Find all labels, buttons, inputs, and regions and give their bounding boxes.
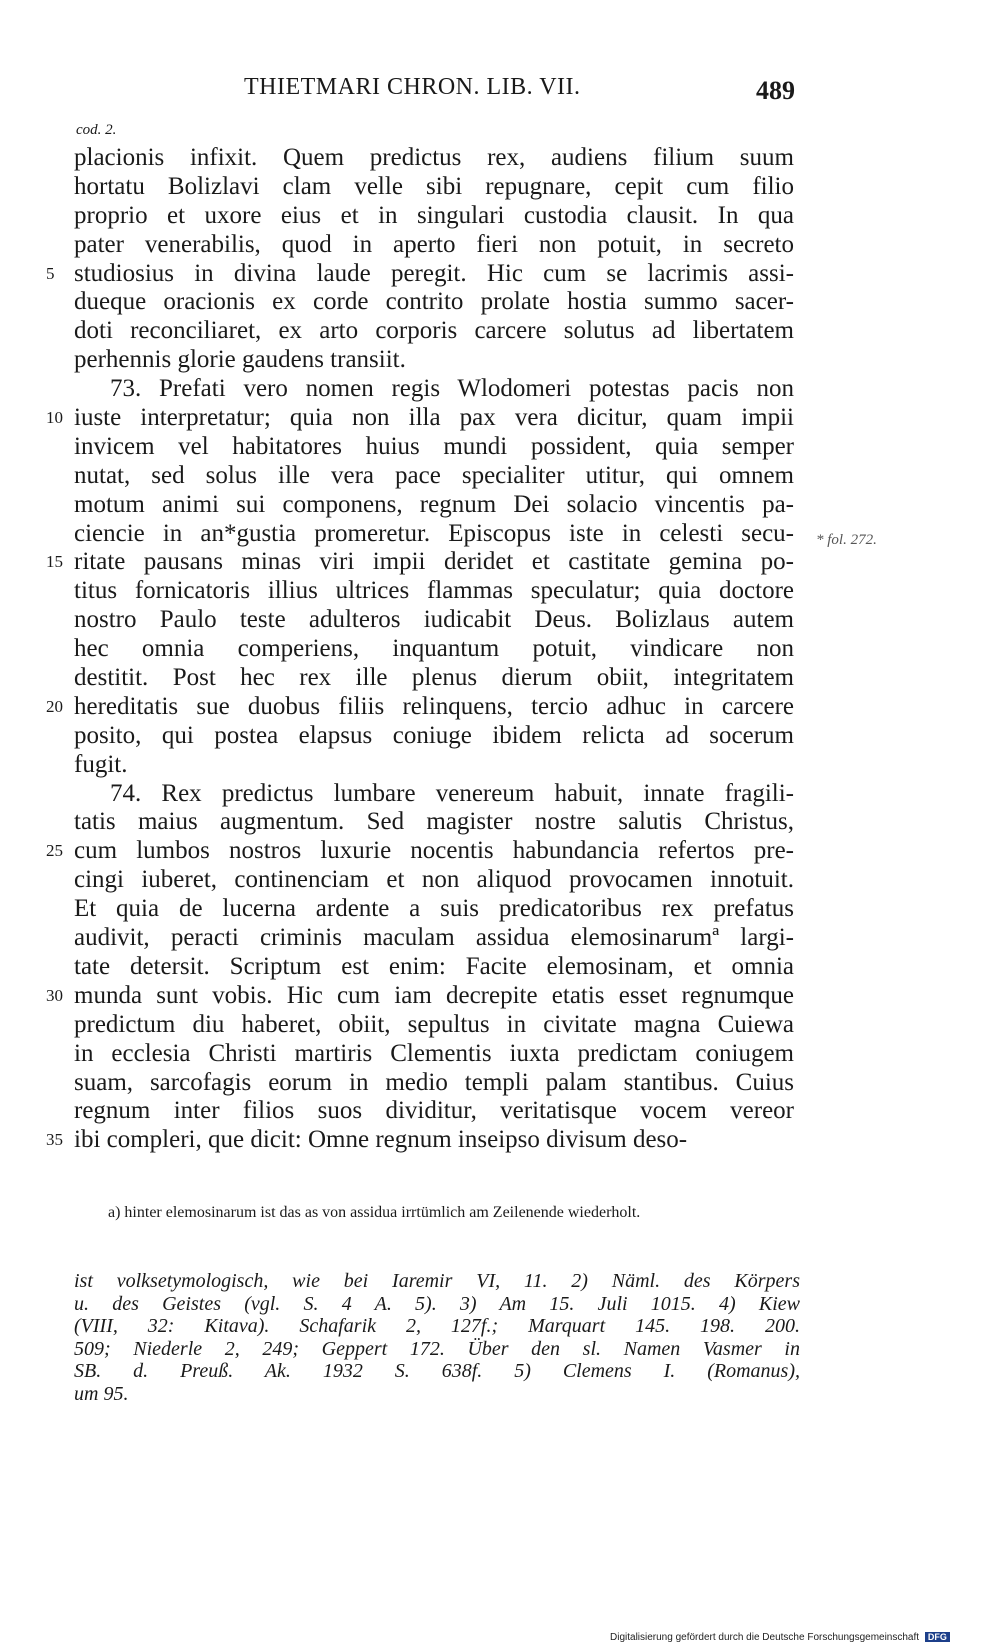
page-number: 489	[756, 76, 795, 105]
text-line	[74, 288, 794, 317]
text-line	[74, 924, 794, 953]
footnote-line: (VIII, 32: Kitava). Schafarik 2, 127f.; Marquart 145. 198. 200.	[74, 1315, 800, 1337]
text-line	[46, 404, 794, 433]
line-text: Et quia de lucerna ardente a suis predicatoribus rex prefatus	[74, 895, 794, 923]
line-text: fugit.	[74, 750, 128, 778]
line-text: ciencie in an*gustia promeretur. Episcopus iste in celesti secu-	[74, 519, 794, 547]
text-line	[74, 895, 794, 924]
text-line	[74, 462, 794, 491]
line-text: tatis maius augmentum. Sed magister nostre salutis Christus,	[74, 808, 794, 836]
text-line	[46, 1126, 794, 1155]
text-line	[74, 520, 794, 549]
line-text: doti reconciliaret, ex arto corporis carcere solutus ad libertatem	[74, 317, 794, 345]
text-line	[46, 692, 794, 722]
text-line	[74, 491, 794, 520]
footnote-line: SB. d. Preuß. Ak. 1932 S. 638f. 5) Clemens I. (Romanus),	[74, 1360, 800, 1382]
running-head	[0, 74, 1000, 108]
line-number: 20	[46, 696, 63, 716]
line-text: perhennis glorie gaudens transiit.	[74, 346, 406, 374]
line-text: nostro Paulo teste adulteros iudicabit Deus. Bolizlaus autem	[74, 606, 794, 634]
text-line	[74, 144, 794, 173]
line-text: 73. Prefati vero nomen regis Wlodomeri potestas pacis non	[110, 375, 794, 403]
text-line	[74, 231, 794, 260]
line-text: nutat, sed solus ille vera pace specialiter utitur, qui omnem	[74, 461, 794, 489]
line-text: ritate pausans minas viri impii deridet et castitate gemina po-	[74, 548, 794, 576]
footnotes	[74, 1270, 800, 1405]
line-text: in ecclesia Christi martiris Clementis iuxta predictam coniugem	[74, 1039, 794, 1067]
line-text: invicem vel habitatores huius mundi possident, quia semper	[74, 432, 794, 460]
text-line	[46, 981, 794, 1011]
line-text: motum animi sui componens, regnum Dei solacio vincentis pa-	[74, 490, 794, 518]
line-number: 30	[46, 985, 63, 1005]
line-text: hereditatis sue duobus filiis relinquens, tercio adhuc in carcere	[74, 692, 794, 720]
line-text: cingi iuberet, continenciam et non aliquod provocamen innotuit.	[74, 866, 794, 894]
text-line	[74, 953, 794, 982]
text-line	[74, 202, 794, 231]
line-text: tate detersit. Scriptum est enim: Facite elemosinam, et omnia	[74, 952, 794, 980]
line-text: regnum inter filios suos dividitur, veritatisque vocem vereor	[74, 1097, 794, 1125]
text-line	[74, 173, 794, 202]
line-text: destitit. Post hec rex ille plenus dierum obiit, integritatem	[74, 664, 794, 692]
text-line	[74, 664, 794, 693]
line-number: 10	[46, 408, 63, 428]
text-line	[74, 346, 794, 375]
apparatus-note: a) hinter elemosinarum ist das as von assidua irrtümlich am Zeilenende wiederholt.	[108, 1204, 641, 1221]
text-line	[74, 722, 794, 751]
text-line	[74, 808, 794, 837]
line-text: suam, sarcofagis eorum in medio templi palam stantibus. Cuius	[74, 1068, 794, 1096]
line-number: 15	[46, 552, 63, 572]
dfg-logo: DFG	[925, 1632, 950, 1642]
text-line	[74, 751, 794, 780]
text-line	[74, 375, 794, 404]
text-line	[74, 1011, 794, 1040]
text-line	[74, 577, 794, 606]
digitization-credit	[610, 1632, 950, 1643]
text-line	[46, 548, 794, 577]
text-line	[74, 1069, 794, 1098]
digitization-text: Digitalisierung gefördert durch die Deutsche Forschungsgemeinschaft	[610, 1632, 920, 1643]
footnote-line: um 95.	[74, 1382, 129, 1405]
line-text: predictum diu haberet, obiit, sepultus in civitate magna Cuiewa	[74, 1010, 794, 1038]
text-line	[74, 606, 794, 635]
line-text: munda sunt vobis. Hic cum iam decrepite etatis esset regnumque	[74, 981, 794, 1009]
line-number: 35	[46, 1130, 63, 1150]
text-line	[46, 259, 794, 289]
line-text: hortatu Bolizlavi clam velle sibi repugnare, cepit cum filio	[74, 172, 794, 200]
codex-label: cod. 2.	[76, 122, 117, 138]
text-line	[46, 837, 794, 866]
folio-margin-note: * fol. 272.	[816, 532, 877, 548]
text-line	[74, 1040, 794, 1069]
line-text: placionis infixit. Quem predictus rex, audiens filium suum	[74, 144, 794, 171]
text-line	[74, 635, 794, 664]
line-text: iuste interpretatur; quia non illa pax vera dicitur, quam impii	[74, 404, 794, 432]
line-text: 74. Rex predictus lumbare venereum habuit, innate fragili-	[110, 779, 794, 807]
line-text: cum lumbos nostros luxurie nocentis habundancia refertos pre-	[74, 837, 794, 865]
line-text: studiosius in divina laude peregit. Hic cum se lacrimis assi-	[74, 259, 794, 287]
line-text: audivit, peracti criminis maculam assidua elemosinarumª largi-	[74, 924, 794, 952]
line-text: hec omnia comperiens, inquantum potuit, vindicare non	[74, 635, 794, 663]
main-text	[46, 144, 794, 1155]
line-text: posito, qui postea elapsus coniuge ibidem relicta ad socerum	[74, 721, 794, 749]
line-text: ibi compleri, que dicit: Omne regnum inseipso divisum deso-	[74, 1126, 688, 1154]
running-title: THIETMARI CHRON. LIB. VII.	[244, 74, 581, 100]
text-line	[74, 433, 794, 462]
line-text: proprio et uxore eius et in singulari custodia clausit. In qua	[74, 201, 794, 229]
text-line	[74, 780, 794, 809]
text-line	[74, 1097, 794, 1126]
text-line	[74, 317, 794, 346]
line-text: titus fornicatoris illius ultrices flammas speculatur; quia doctore	[74, 577, 794, 605]
line-number: 25	[46, 841, 63, 861]
line-number: 5	[46, 263, 55, 283]
text-line	[74, 866, 794, 895]
footnote-line: u. des Geistes (vgl. S. 4 A. 5). 3) Am 15. Juli 1015. 4) Kiew	[74, 1292, 800, 1315]
footnote-line: ist volksetymologisch, wie bei Iaremir VI, 11. 2) Näml. des Körpers	[74, 1270, 800, 1292]
line-text: dueque oracionis ex corde contrito prolate hostia summo sacer-	[74, 288, 794, 316]
line-text: pater venerabilis, quod in aperto fieri non potuit, in secreto	[74, 230, 794, 258]
footnote-line: 509; Niederle 2, 249; Geppert 172. Über den sl. Namen Vasmer in	[74, 1337, 800, 1360]
